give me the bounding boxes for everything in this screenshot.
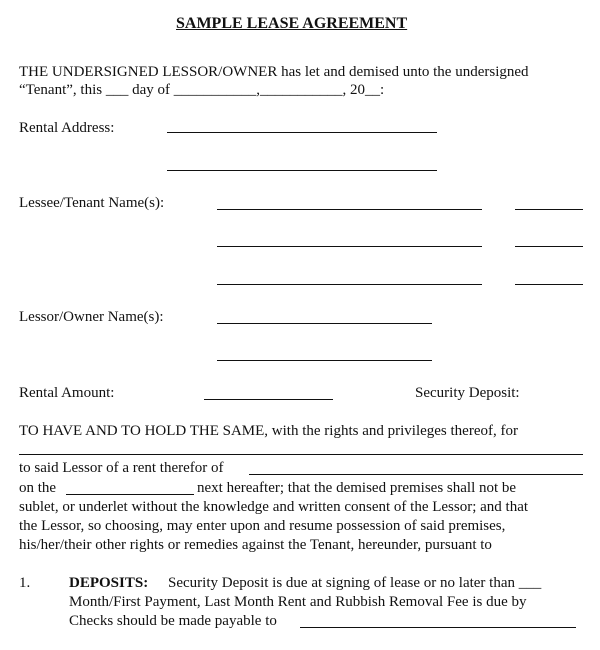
rental-address-line-2[interactable] bbox=[167, 170, 437, 171]
clause-1-number: 1. bbox=[19, 575, 31, 591]
lessee-names-label: Lessee/Tenant Name(s): bbox=[19, 195, 165, 211]
clause-1-line-2: Month/First Payment, Last Month Rent and Rubbish Removal Fee is due by bbox=[69, 594, 527, 610]
rent-amount-line[interactable] bbox=[249, 474, 583, 475]
rental-amount-label: Rental Amount: bbox=[19, 385, 115, 401]
lessee-name-line-1[interactable] bbox=[217, 209, 482, 210]
body-line-2-start: on the bbox=[19, 480, 57, 496]
intro-line-1: THE UNDERSIGNED LESSOR/OWNER has let and demised unto the undersigned bbox=[19, 64, 529, 80]
lessee-date-line-1[interactable] bbox=[515, 209, 583, 210]
rental-address-label: Rental Address: bbox=[19, 120, 115, 136]
term-line[interactable] bbox=[19, 454, 583, 455]
payment-day-line[interactable] bbox=[66, 494, 194, 495]
lessee-name-line-3[interactable] bbox=[217, 284, 482, 285]
body-line-2-end: next hereafter; that the demised premises shall not be bbox=[197, 480, 517, 496]
lessor-names-label: Lessor/Owner Name(s): bbox=[19, 309, 164, 325]
lessee-date-line-3[interactable] bbox=[515, 284, 583, 285]
clause-1-heading: DEPOSITS: bbox=[69, 575, 149, 591]
body-line-1: to said Lessor of a rent therefor of bbox=[19, 460, 224, 476]
body-line-4: the Lessor, so choosing, may enter upon and resume possession of said premises, bbox=[19, 518, 506, 534]
holding-clause: TO HAVE AND TO HOLD THE SAME, with the rights and privileges thereof, for bbox=[19, 423, 518, 439]
lessee-date-line-2[interactable] bbox=[515, 246, 583, 247]
document-title: SAMPLE LEASE AGREEMENT bbox=[176, 15, 408, 32]
lessee-name-line-2[interactable] bbox=[217, 246, 482, 247]
clause-1-line-1: Security Deposit is due at signing of lease or no later than ___ bbox=[168, 575, 542, 591]
security-deposit-label: Security Deposit: bbox=[415, 385, 520, 401]
rental-address-line-1[interactable] bbox=[167, 132, 437, 133]
payee-line[interactable] bbox=[300, 627, 576, 628]
clause-1-line-3: Checks should be made payable to bbox=[69, 613, 277, 629]
rental-amount-line[interactable] bbox=[204, 399, 333, 400]
lessor-name-line-1[interactable] bbox=[217, 323, 432, 324]
lessor-name-line-2[interactable] bbox=[217, 360, 432, 361]
body-line-5: his/her/their other rights or remedies against the Tenant, hereunder, pursuant to bbox=[19, 537, 492, 553]
body-line-3: sublet, or underlet without the knowledge and written consent of the Lessor; and that bbox=[19, 499, 529, 515]
intro-line-2: “Tenant”, this ___ day of ___________,___________, 20__: bbox=[19, 82, 385, 98]
